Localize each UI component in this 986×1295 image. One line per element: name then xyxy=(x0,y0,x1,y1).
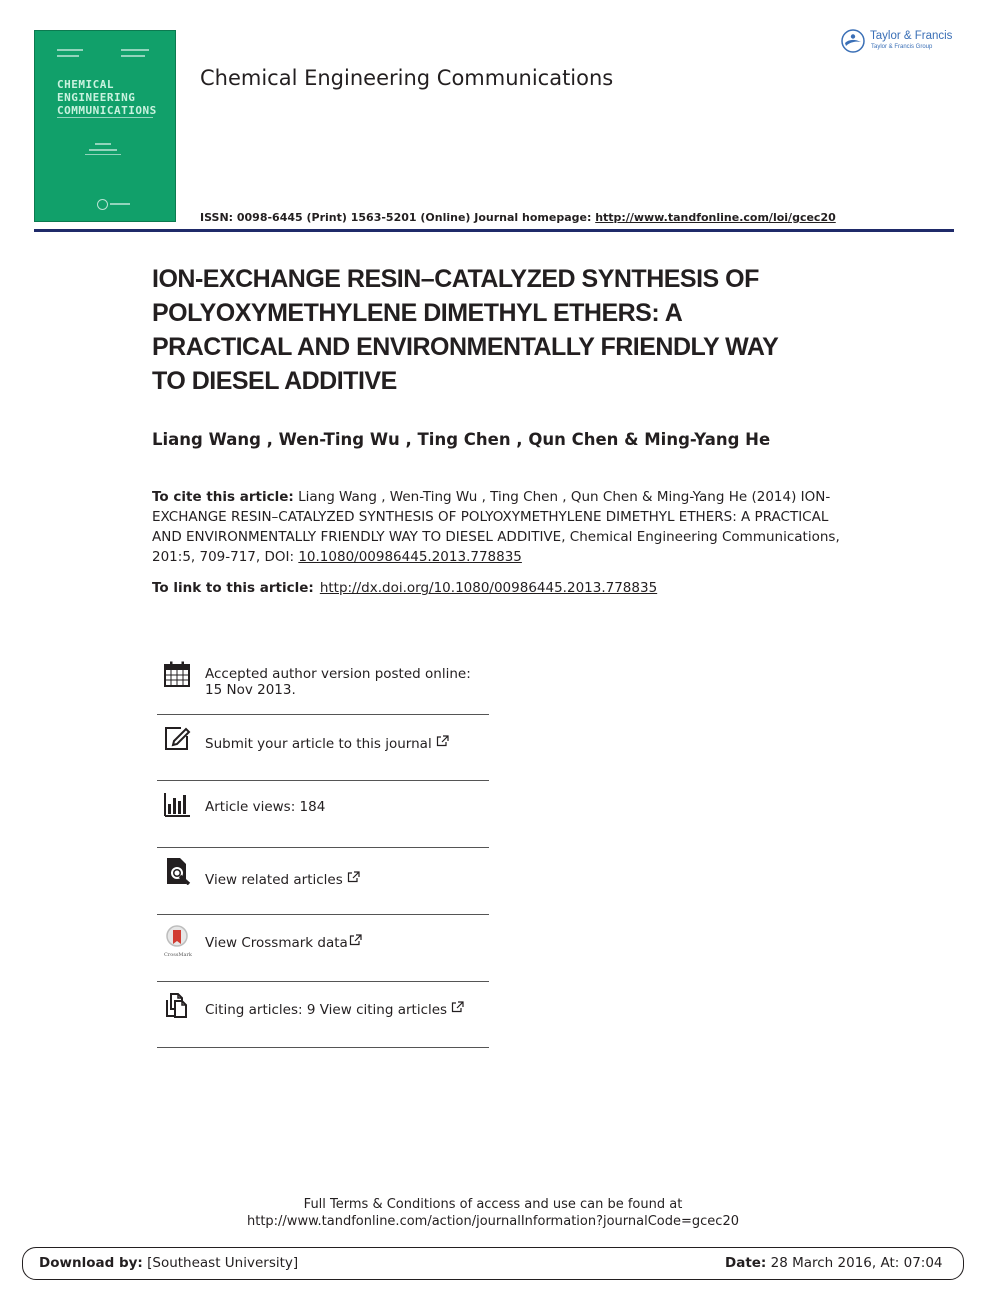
cover-title-line: ENGINEERING xyxy=(57,91,136,104)
article-link-line xyxy=(152,578,657,598)
external-link-icon xyxy=(347,871,360,883)
article-authors: Liang Wang , Wen-Ting Wu , Ting Chen , Qun Chen & Ming-Yang He xyxy=(152,430,771,449)
download-info-bar xyxy=(22,1247,964,1280)
article-title: ION-EXCHANGE RESIN–CATALYZED SYNTHESIS OF POLYOXYMETHYLENE DIMETHYL ETHERS: A PRACTICAL AND ENVIRONMENTALLY FRIENDLY WAY TO DIESEL ADDITIVE xyxy=(152,265,778,395)
article-views-text: Article views: 184 xyxy=(205,799,326,815)
info-divider xyxy=(157,914,489,915)
terms-conditions xyxy=(0,1196,986,1230)
citation-text: Liang Wang , Wen-Ting Wu , Ting Chen , Qun Chen & Ming-Yang He (2014) ION-EXCHANGE RESIN–CATALYZED SYNTHESIS OF POLYOXYMETHYLENE DIMETHYL ETHERS: A PRACTICAL AND ENVIRONMENTALLY FRIENDLY WAY TO DIESEL ADDITIVE, Chemical Engineering Communications, 201:5, 709-717, DOI: xyxy=(152,489,840,565)
date-label: Date: xyxy=(725,1255,767,1271)
accepted-date-text: Accepted author version posted online: 15 Nov 2013. xyxy=(205,666,471,698)
cite-label: To cite this article: xyxy=(152,489,294,505)
info-divider xyxy=(157,847,489,848)
cover-text-line xyxy=(121,49,149,51)
cover-text-line xyxy=(85,154,121,155)
info-divider xyxy=(157,981,489,982)
external-link-icon xyxy=(451,1001,464,1013)
journal-name[interactable]: Chemical Engineering Communications xyxy=(200,66,614,90)
info-divider xyxy=(157,780,489,781)
terms-url-link[interactable]: http://www.tandfonline.com/action/journalInformation?journalCode=gcec20 xyxy=(246,1214,739,1229)
copy-documents-icon xyxy=(163,991,191,1019)
info-divider xyxy=(157,714,489,715)
journal-homepage-link[interactable]: http://www.tandfonline.com/loi/gcec20 xyxy=(595,211,836,224)
citation-block xyxy=(152,487,842,567)
info-item-accepted xyxy=(157,658,489,708)
cover-text-line xyxy=(57,117,153,118)
submit-article-text: Submit your article to this journal xyxy=(205,736,432,752)
cover-publisher-emblem xyxy=(97,199,108,210)
download-by xyxy=(39,1255,298,1271)
cover-title-line: COMMUNICATIONS xyxy=(57,104,157,117)
cover-text-line xyxy=(57,55,79,57)
download-label: Download by: xyxy=(39,1255,143,1271)
link-label: To link to this article: xyxy=(152,580,314,596)
crossmark-link[interactable] xyxy=(157,922,489,978)
download-date xyxy=(725,1255,943,1271)
related-articles-link[interactable] xyxy=(157,855,489,911)
citing-articles-label xyxy=(205,1001,489,1018)
citing-articles-link[interactable] xyxy=(157,989,489,1045)
issn-line xyxy=(200,211,836,224)
article-url-link[interactable]: http://dx.doi.org/10.1080/00986445.2013.778835 xyxy=(319,580,658,596)
submit-article-label xyxy=(205,735,489,752)
date-value: 28 March 2016, At: 07:04 xyxy=(766,1255,943,1271)
cover-text-line xyxy=(110,203,130,205)
crossmark-label xyxy=(205,934,489,951)
cover-title-line: CHEMICAL xyxy=(57,78,114,91)
cover-text-line xyxy=(89,149,117,151)
edit-icon xyxy=(163,724,191,752)
submit-article-link[interactable] xyxy=(157,722,489,778)
bar-chart-icon xyxy=(163,790,191,818)
doi-link[interactable]: 10.1080/00986445.2013.778835 xyxy=(298,549,522,565)
header-divider xyxy=(34,229,954,232)
journal-cover-image xyxy=(34,30,176,222)
info-divider xyxy=(157,1047,489,1048)
info-item-views xyxy=(157,788,489,844)
cover-text-line xyxy=(57,49,83,51)
cover-text-line xyxy=(95,143,111,145)
crossmark-text: View Crossmark data xyxy=(205,935,348,951)
related-articles-label xyxy=(205,871,489,888)
citing-articles-text: Citing articles: 9 View citing articles xyxy=(205,1002,448,1018)
external-link-icon xyxy=(436,735,449,747)
cover-title xyxy=(57,79,167,118)
publisher-group: Taylor & Francis Group xyxy=(871,44,933,50)
publisher-name: Taylor & Francis xyxy=(870,30,953,42)
external-link-icon xyxy=(349,934,362,946)
search-document-icon xyxy=(163,857,191,885)
publisher-logo[interactable] xyxy=(841,29,961,55)
cover-text-line xyxy=(121,55,145,57)
related-articles-text: View related articles xyxy=(205,872,343,888)
crossmark-icon xyxy=(163,924,191,952)
crossmark-caption: CrossMark xyxy=(164,952,192,958)
download-value: [Southeast University] xyxy=(142,1255,299,1271)
issn-text: ISSN: 0098-6445 (Print) 1563-5201 (Online) Journal homepage: xyxy=(200,211,596,224)
terms-line: Full Terms & Conditions of access and use can be found at xyxy=(303,1197,683,1212)
calendar-icon xyxy=(163,660,191,688)
taylor-francis-logo-icon xyxy=(841,29,865,53)
